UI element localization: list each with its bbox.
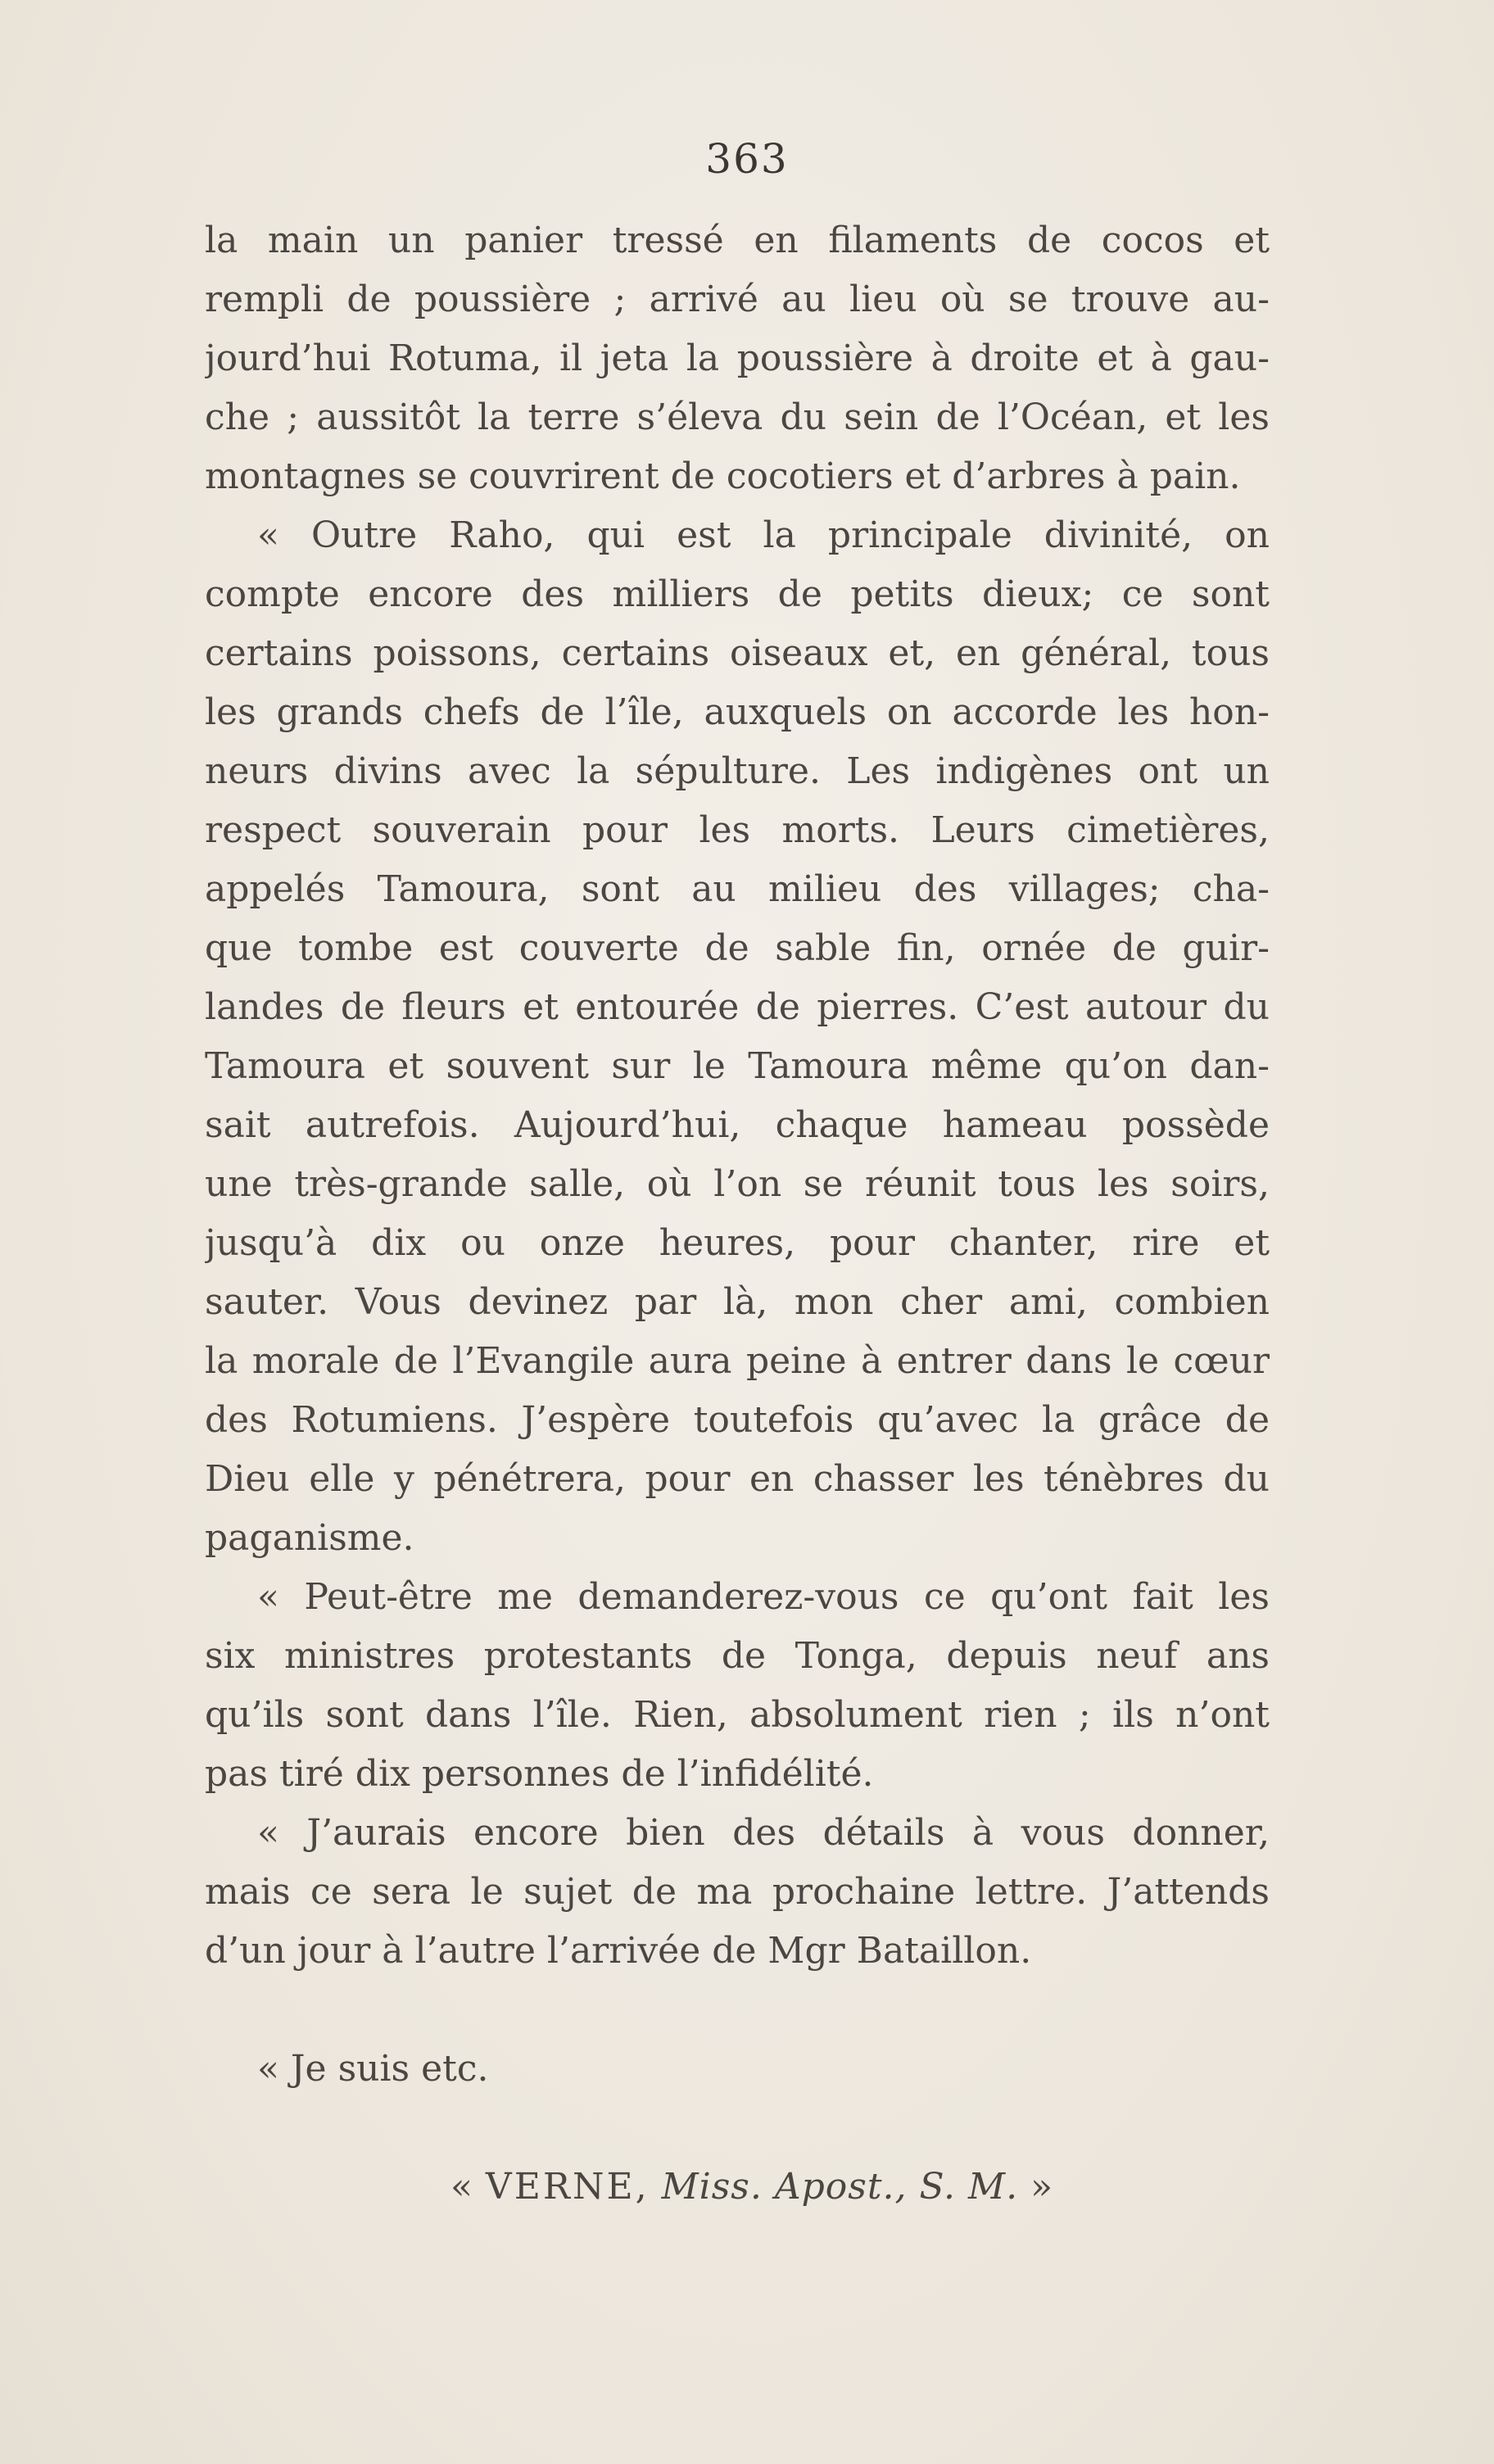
signature — [205, 2158, 1270, 2217]
text-line: appelés Tamoura, sont au milieu des villages; cha- — [205, 868, 1270, 910]
blank-line — [205, 1981, 1270, 2040]
text-line: qu’ils sont dans l’île. Rien, absolument rien ; ils n’ont — [205, 1694, 1270, 1736]
signature-close-quote: » — [1030, 2166, 1053, 2208]
text-line: la main un panier tressé en filaments de cocos et — [205, 220, 1270, 261]
text-line: jusqu’à dix ou onze heures, pour chanter, rire et — [205, 1222, 1270, 1264]
text-line: « J’aurais encore bien des détails à vous donner, — [257, 1812, 1270, 1854]
text-line: sait autrefois. Aujourd’hui, chaque hameau possède — [205, 1104, 1270, 1146]
signature-open-quote: « — [450, 2166, 473, 2208]
text-line: paganisme. — [205, 1517, 414, 1559]
text-line: sauter. Vous devinez par là, mon cher ami, combien — [205, 1281, 1270, 1323]
body-text — [205, 211, 1270, 2217]
text-line: les grands chefs de l’île, auxquels on accorde les hon- — [205, 691, 1270, 733]
text-line: mais ce sera le sujet de ma prochaine lettre. J’attends — [205, 1871, 1270, 1913]
text-line: Tamoura et souvent sur le Tamoura même qu’on dan- — [205, 1045, 1270, 1087]
text-line: « Peut-être me demanderez-vous ce qu’ont fait les — [257, 1576, 1270, 1618]
text-line: montagnes se couvrirent de cocotiers et d’arbres à pain. — [205, 455, 1241, 497]
text-line: six ministres protestants de Tonga, depuis neuf ans — [205, 1635, 1270, 1677]
text-line: neurs divins avec la sépulture. Les indigènes ont un — [205, 750, 1270, 792]
signature-title: Miss. Apost., S. M. — [661, 2166, 1019, 2208]
page-number: 363 — [705, 135, 789, 183]
signature-name: VERNE, — [485, 2166, 650, 2208]
text-line: pas tiré dix personnes de l’infidélité. — [205, 1753, 874, 1795]
text-line: certains poissons, certains oiseaux et, en général, tous — [205, 632, 1270, 674]
text-line: respect souverain pour les morts. Leurs cimetières, — [205, 809, 1270, 851]
closing-formula: « Je suis etc. — [257, 2048, 489, 2090]
text-line: landes de fleurs et entourée de pierres. C’est autour du — [205, 986, 1270, 1028]
text-line: jourd’hui Rotuma, il jeta la poussière à droite et à gau- — [205, 337, 1270, 379]
text-line: che ; aussitôt la terre s’éleva du sein de l’Océan, et les — [205, 396, 1270, 438]
text-line: compte encore des milliers de petits dieux; ce sont — [205, 573, 1270, 615]
text-line: d’un jour à l’autre l’arrivée de Mgr Bataillon. — [205, 1930, 1032, 1972]
text-line: rempli de poussière ; arrivé au lieu où se trouve au- — [205, 279, 1270, 320]
text-line: la morale de l’Evangile aura peine à entrer dans le cœur — [205, 1340, 1270, 1382]
text-line: « Outre Raho, qui est la principale divinité, on — [257, 514, 1270, 556]
text-line: une très-grande salle, où l’on se réunit tous les soirs, — [205, 1163, 1270, 1205]
text-line: que tombe est couverte de sable fin, ornée de guir- — [205, 927, 1270, 969]
text-line: Dieu elle y pénétrera, pour en chasser les ténèbres du — [205, 1458, 1270, 1500]
text-line: des Rotumiens. J’espère toutefois qu’avec la grâce de — [205, 1399, 1270, 1441]
blank-line — [205, 2099, 1270, 2158]
